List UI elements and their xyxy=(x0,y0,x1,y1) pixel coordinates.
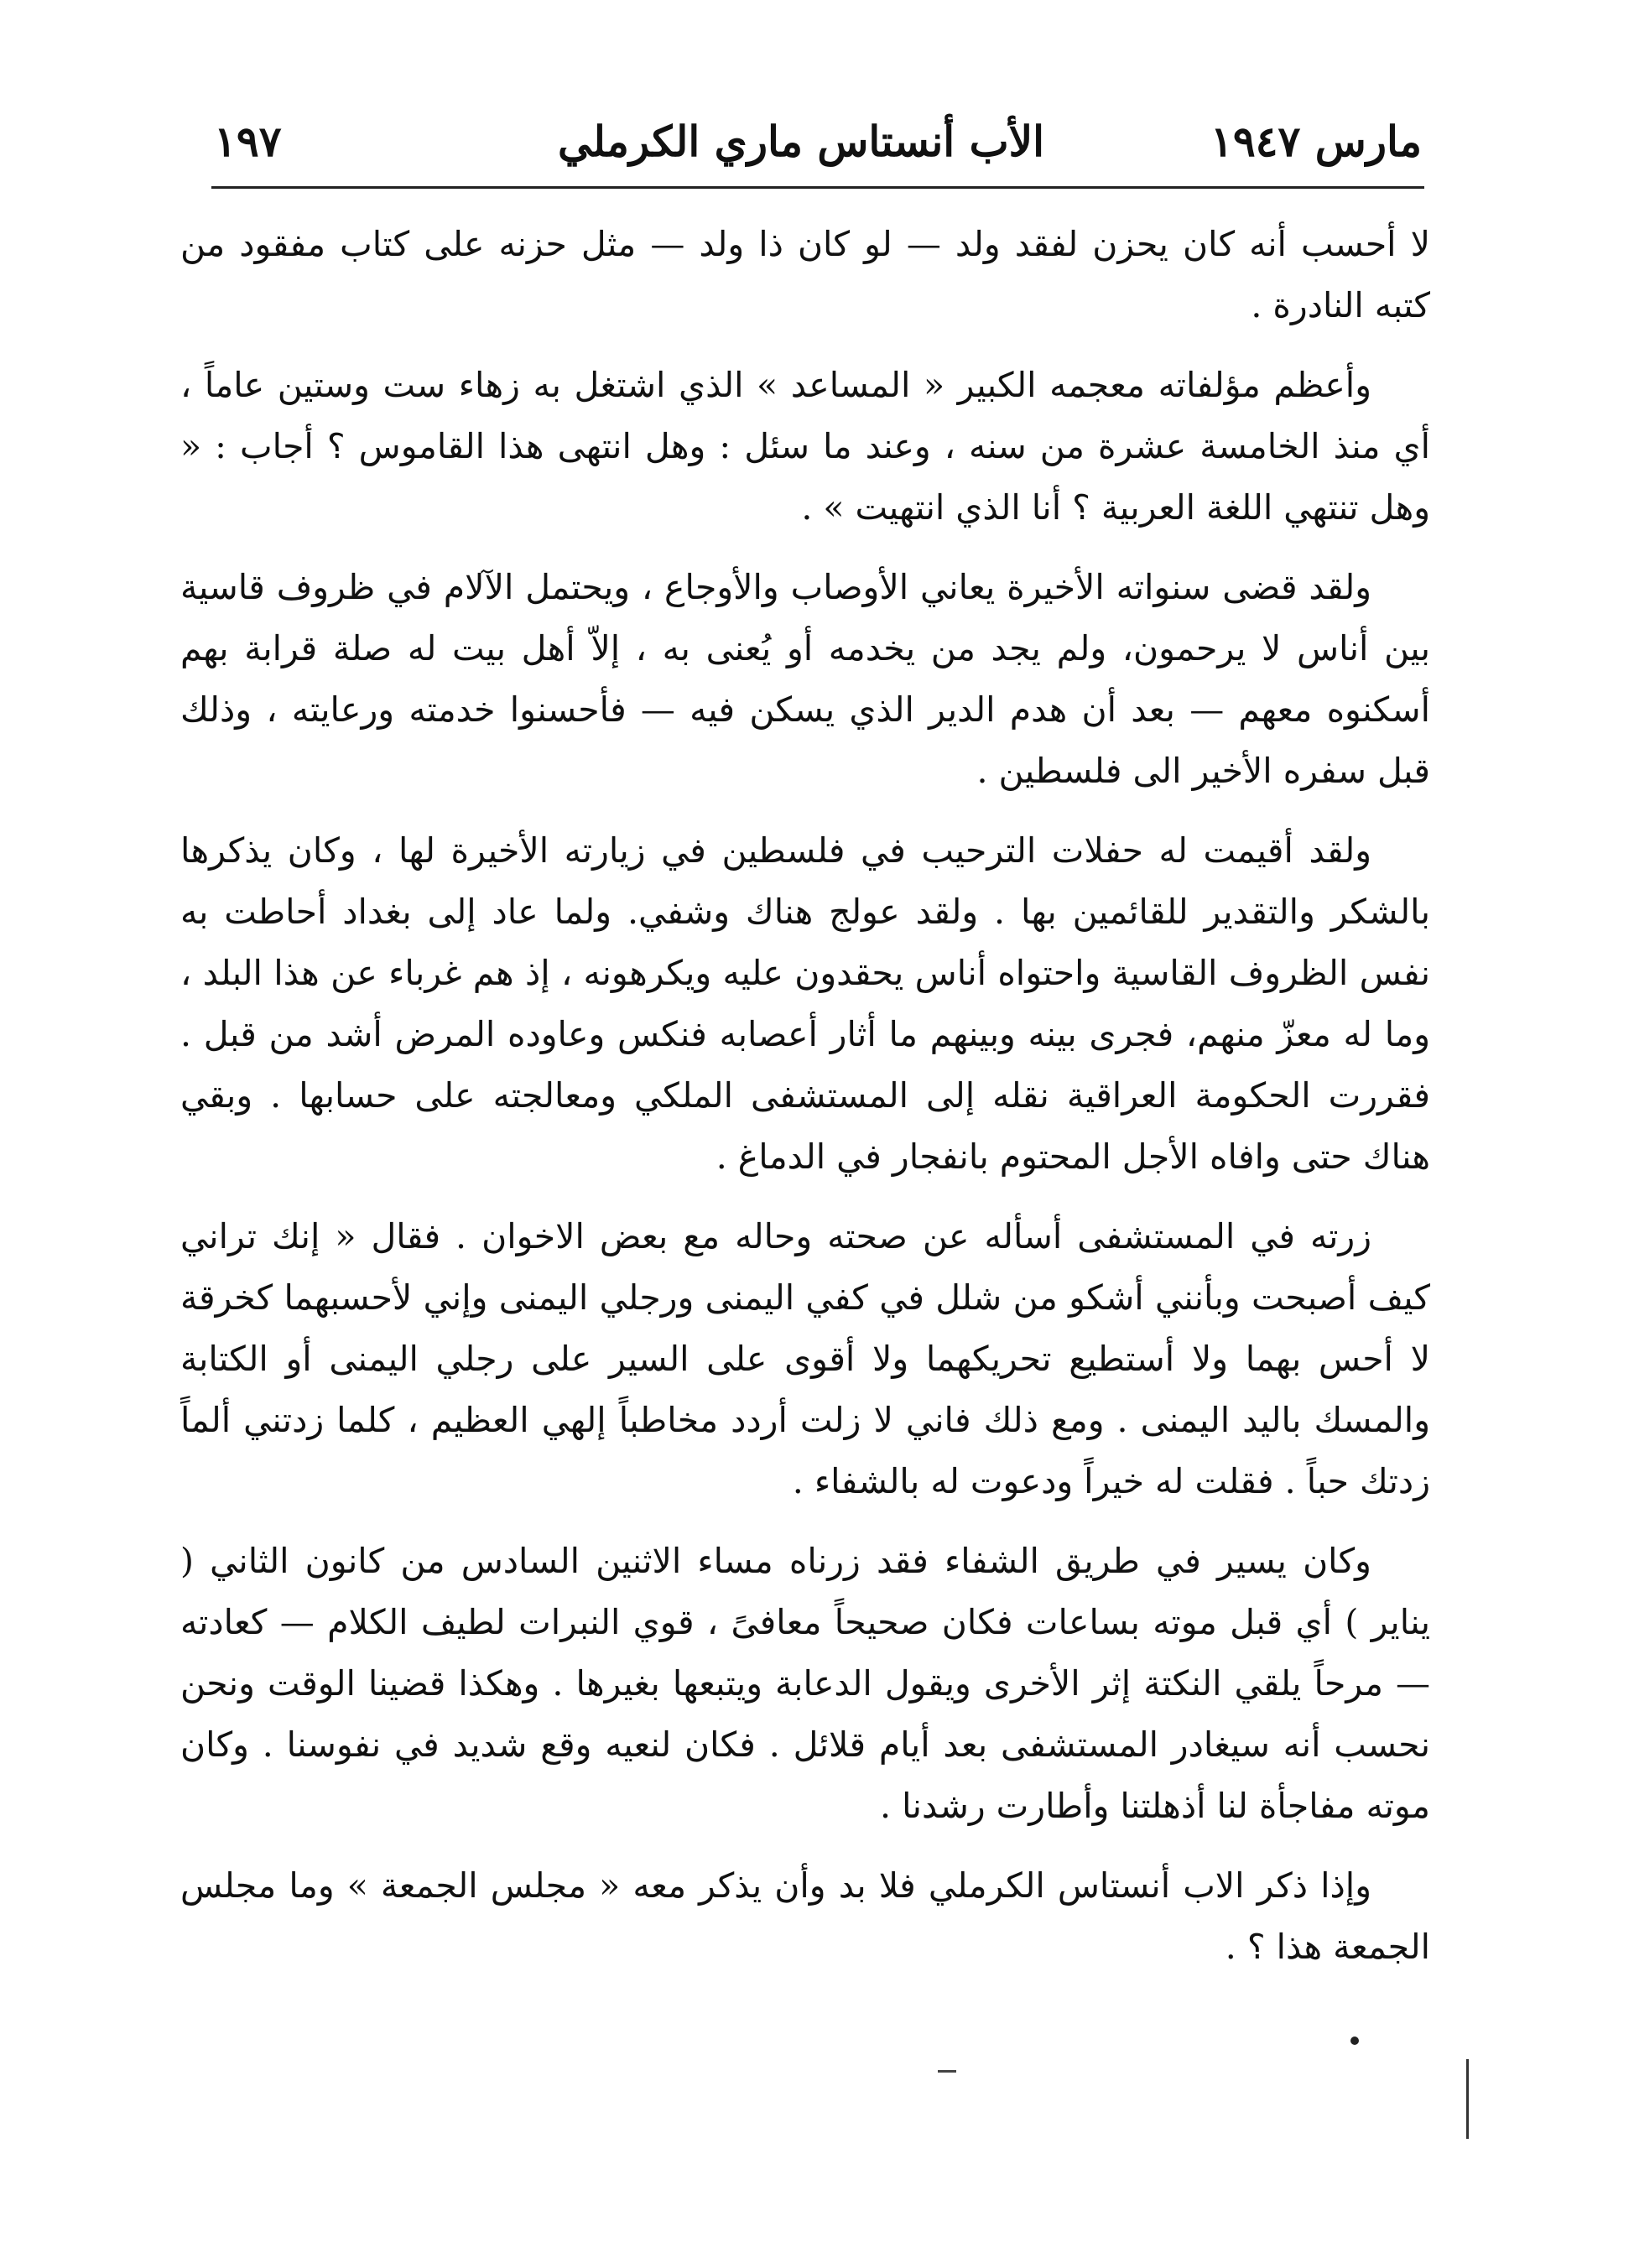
paragraph-7: وإذا ذكر الاب أنستاس الكرملي فلا بد وأن يذكر معه « مجلس الجمعة » وما مجلس الجمعة هذا ؟ . xyxy=(180,1865,1430,1967)
paragraph-4: ولقد أقيمت له حفلات الترحيب في فلسطين في زيارته الأخيرة لها ، وكان يذكرها بالشكر والتقدير للقائمين بها . ولقد عولج هناك وشفي. ولما عاد إلى بغداد أحاطت به نفس الظروف القاسية واحتواه أناس يحقدون عليه ويكرهونه ، إذ هم غرباء عن هذا البلد ، وما له معزّ منهم، فجرى بينه وبينهم ما أثار أعصابه فنكس وعاوده المرض أشد من قبل . فقررت الحكومة العراقية نقله إلى المستشفى الملكي ومعالجته على حسابها . وبقي هناك حتى وافاه الأجل المحتوم بانفجار في الدماغ . xyxy=(180,830,1430,1177)
paragraph-5: زرته في المستشفى أسأله عن صحته وحاله مع بعض الاخوان . فقال « إنك تراني كيف أصبحت وبأنني أشكو من شلل في كفي اليمنى ورجلي اليمنى وإني لأحسبهما كخرقة لا أحس بهما ولا أستطيع تحريكهما ولا أقوى على السير على رجلي اليمنى أو الكتابة والمسك باليد اليمنى . ومع ذلك فاني لا زلت أردد مخاطباً إلهي العظيم ، كلما زدتني ألماً زدتك حباً . فقلت له خيراً ودعوت له بالشفاء . xyxy=(180,1216,1430,1501)
ink-mark xyxy=(1350,2037,1359,2045)
margin-line xyxy=(1466,2059,1469,2139)
paragraph-3: ولقد قضى سنواته الأخيرة يعاني الأوصاب والأوجاع ، ويحتمل الآلام في ظروف قاسية بين أناس لا يرحمون، ولم يجد من يخدمه أو يُعنى به ، إلاّ أهل بيت له صلة قرابة بهم أسكنوه معهم — بعد أن هدم الدير الذي يسكن فيه — فأحسنوا خدمته ورعايته ، وذلك قبل سفره الأخير الى فلسطين . xyxy=(180,567,1430,791)
paragraph-2: وأعظم مؤلفاته معجمه الكبير « المساعد » الذي اشتغل به زهاء ست وستين عاماً ، أي منذ الخامسة عشرة من سنه ، وعند ما سئل : وهل انتهى هذا القاموس ؟ أجاب : « وهل تنتهي اللغة العربية ؟ أنا الذي انتهيت » . xyxy=(180,365,1430,528)
article-body xyxy=(180,214,1430,1996)
page-header xyxy=(214,107,1422,174)
page-number: ١٩٧ xyxy=(214,116,282,166)
running-title: الأب أنستاس ماري الكرملي xyxy=(557,116,1045,166)
ink-mark xyxy=(938,2070,956,2073)
header-rule xyxy=(211,186,1424,189)
paragraph-1: لا أحسب أنه كان يحزن لفقد ولد — لو كان ذا ولد — مثل حزنه على كتاب مفقود من كتبه النادرة . xyxy=(180,224,1430,325)
issue-date: مارس ١٩٤٧ xyxy=(1210,116,1422,166)
paragraph-6: وكان يسير في طريق الشفاء فقد زرناه مساء الاثنين السادس من كانون الثاني ( يناير ) أي قبل موته بساعات فكان صحيحاً معافىً ، قوي النبرات لطيف الكلام — كعادته — مرحاً يلقي النكتة إثر الأخرى ويقول الدعابة ويتبعها بغيرها . وهكذا قضينا الوقت ونحن نحسب أنه سيغادر المستشفى بعد أيام قلائل . فكان لنعيه وقع شديد في نفوسنا . وكان موته مفاجأة لنا أذهلتنا وأطارت رشدنا . xyxy=(180,1541,1430,1826)
